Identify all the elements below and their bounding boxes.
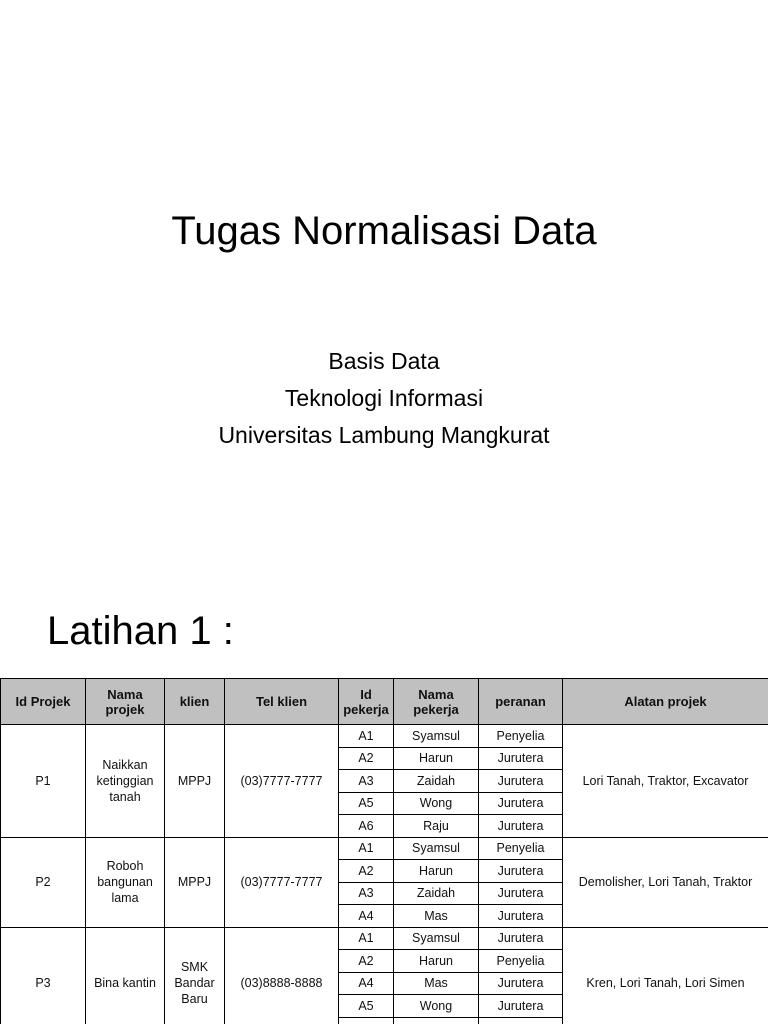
cell-nama-pekerja [394,1017,479,1024]
cell-alatan-projek: Lori Tanah, Traktor, Excavator [563,725,768,838]
cell-nama-pekerja: Harun [394,747,479,770]
cell-nama-pekerja: Syamsul [394,725,479,748]
cell-peranan: Jurutera [479,882,563,905]
cell-peranan: Jurutera [479,927,563,950]
cell-peranan: Jurutera [479,860,563,883]
cell-peranan: Penyelia [479,950,563,973]
cell-id-projek: P2 [1,837,86,927]
cell-id-pekerja [339,1017,394,1024]
table-row [1,927,768,950]
cell-id-projek: P3 [1,927,86,1024]
cell-nama-pekerja: Zaidah [394,882,479,905]
exercise-slide [0,576,768,1024]
cell-nama-pekerja: Syamsul [394,837,479,860]
header-alatan-projek: Alatan projek [563,679,768,725]
cell-id-pekerja: A6 [339,815,394,838]
cell-nama-projek: Naikkan ketinggian tanah [86,725,165,838]
cell-tel-klien: (03)7777-7777 [225,837,339,927]
slide-title: Tugas Normalisasi Data [171,208,597,253]
cell-tel-klien: (03)7777-7777 [225,725,339,838]
cell-nama-pekerja: Wong [394,792,479,815]
table-row [1,725,768,748]
cell-nama-projek: Roboh bangunan lama [86,837,165,927]
cell-id-pekerja: A1 [339,837,394,860]
cell-alatan-projek: Demolisher, Lori Tanah, Traktor [563,837,768,927]
cell-alatan-projek: Kren, Lori Tanah, Lori Simen [563,927,768,1024]
cell-nama-pekerja: Raju [394,815,479,838]
cell-nama-pekerja: Harun [394,950,479,973]
subtitle-line-university: Universitas Lambung Mangkurat [218,422,550,448]
subtitle-line-department: Teknologi Informasi [284,385,484,411]
header-tel-klien: Tel klien [225,679,339,725]
unnormalized-data-table [0,678,768,1024]
cell-nama-pekerja: Mas [394,905,479,928]
cell-id-pekerja: A3 [339,882,394,905]
cell-id-pekerja: A2 [339,860,394,883]
cell-klien: MPPJ [165,837,225,927]
cell-klien: SMK Bandar Baru [165,927,225,1024]
cell-id-pekerja: A2 [339,950,394,973]
cell-id-pekerja: A3 [339,770,394,793]
table-header-row [1,679,768,725]
header-klien: klien [165,679,225,725]
cell-id-pekerja: A1 [339,927,394,950]
cell-id-pekerja: A4 [339,972,394,995]
header-nama-pekerja: Nama pekerja [394,679,479,725]
cell-id-pekerja: A1 [339,725,394,748]
cell-id-pekerja: A2 [339,747,394,770]
cell-nama-projek: Bina kantin [86,927,165,1024]
cell-peranan: Penyelia [479,837,563,860]
cell-id-projek: P1 [1,725,86,838]
cell-nama-pekerja: Syamsul [394,927,479,950]
cell-nama-pekerja: Harun [394,860,479,883]
cell-tel-klien: (03)8888-8888 [225,927,339,1024]
cell-peranan: Penyelia [479,725,563,748]
subtitle-line-course: Basis Data [328,348,440,374]
header-id-projek: Id Projek [1,679,86,725]
header-peranan: peranan [479,679,563,725]
cell-klien: MPPJ [165,725,225,838]
cell-peranan: Jurutera [479,770,563,793]
cell-nama-pekerja: Mas [394,972,479,995]
cell-id-pekerja: A5 [339,792,394,815]
cell-peranan: Jurutera [479,972,563,995]
cell-peranan: Jurutera [479,905,563,928]
header-id-pekerja: Id pekerja [339,679,394,725]
slide-subtitle [0,343,768,454]
cell-id-pekerja: A4 [339,905,394,928]
cell-peranan: Jurutera [479,747,563,770]
cell-peranan: Jurutera [479,995,563,1018]
exercise-heading: Latihan 1 : [47,609,234,653]
cell-peranan [479,1017,563,1024]
cell-id-pekerja: A5 [339,995,394,1018]
cell-peranan: Jurutera [479,792,563,815]
table-row [1,837,768,860]
cell-nama-pekerja: Wong [394,995,479,1018]
cell-peranan: Jurutera [479,815,563,838]
header-nama-projek: Nama projek [86,679,165,725]
cell-nama-pekerja: Zaidah [394,770,479,793]
